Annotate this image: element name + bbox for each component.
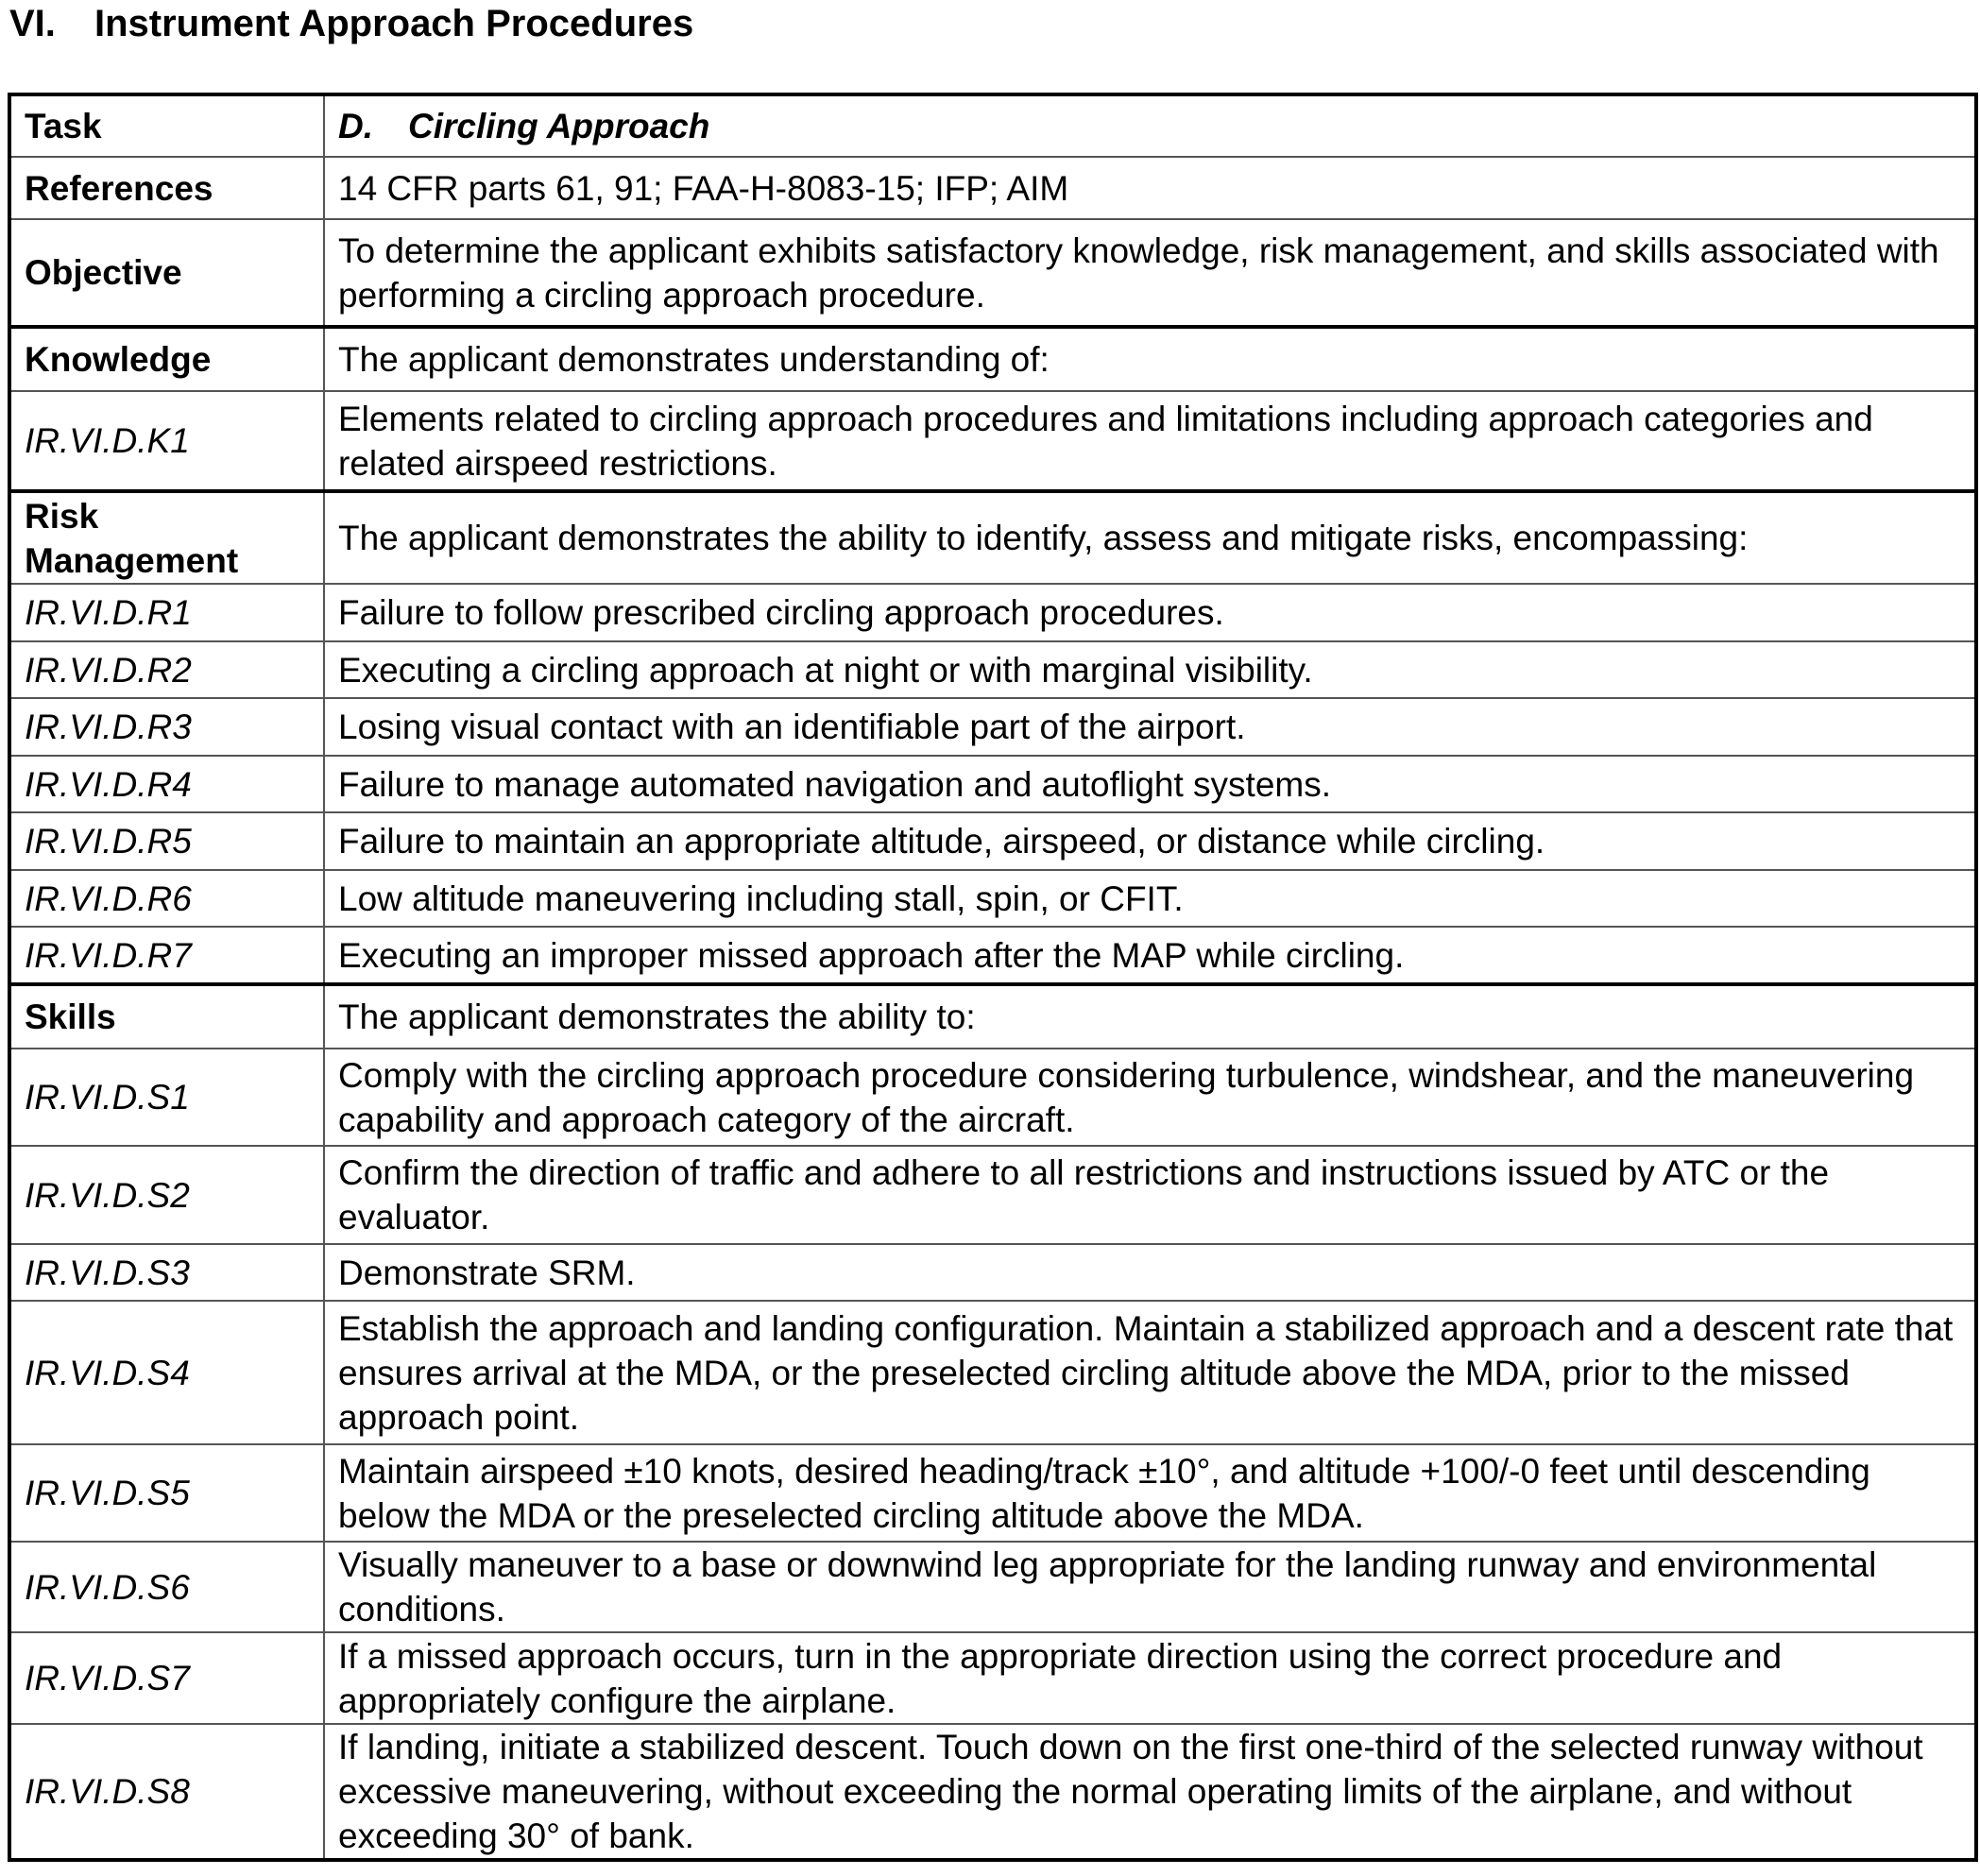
- objective-label: Objective: [9, 219, 324, 327]
- risk-intro: The applicant demonstrates the ability to identify, assess and mitigate risks, encompassing:: [324, 491, 1976, 584]
- element-text: Confirm the direction of traffic and adhere to all restrictions and instructions issued by ATC or the evaluator.: [324, 1146, 1976, 1244]
- knowledge-intro: The applicant demonstrates understanding of:: [324, 327, 1976, 391]
- element-text: If landing, initiate a stabilized descent. Touch down on the first one-third of the selected runway without excessive maneuvering, without exceeding the normal operating limits of the airplane, and without exceeding 30° of bank.: [324, 1724, 1976, 1860]
- table-row: [9, 641, 1976, 698]
- element-text: Failure to follow prescribed circling approach procedures.: [324, 584, 1976, 641]
- element-code: IR.VI.D.R3: [9, 698, 324, 756]
- element-text: Elements related to circling approach procedures and limitations including approach categories and related airspeed restrictions.: [324, 391, 1976, 491]
- element-code: IR.VI.D.S2: [9, 1146, 324, 1244]
- section-title: [9, 0, 693, 49]
- skills-header-row: [9, 984, 1976, 1049]
- skills-label: Skills: [9, 984, 324, 1049]
- references-text: 14 CFR parts 61, 91; FAA-H-8083-15; IFP; AIM: [324, 157, 1976, 219]
- table-row: [9, 927, 1976, 984]
- element-code: IR.VI.D.R1: [9, 584, 324, 641]
- element-text: Maintain airspeed ±10 knots, desired heading/track ±10°, and altitude +100/-0 feet until descending below the MDA or the preselected circling altitude above the MDA.: [324, 1444, 1976, 1542]
- table-row: [9, 1301, 1976, 1444]
- element-code: IR.VI.D.R5: [9, 812, 324, 870]
- element-code: IR.VI.D.R2: [9, 641, 324, 698]
- table-row: [9, 1244, 1976, 1301]
- table-row: [9, 1542, 1976, 1632]
- task-letter: D.: [338, 107, 373, 145]
- element-code: IR.VI.D.R4: [9, 756, 324, 812]
- element-text: Comply with the circling approach procedure considering turbulence, windshear, and the maneuvering capability and approach category of the aircraft.: [324, 1049, 1976, 1146]
- skills-intro: The applicant demonstrates the ability to:: [324, 984, 1976, 1049]
- element-text: Low altitude maneuvering including stall, spin, or CFIT.: [324, 870, 1976, 927]
- element-text: Failure to maintain an appropriate altitude, airspeed, or distance while circling.: [324, 812, 1976, 870]
- element-code: IR.VI.D.S7: [9, 1632, 324, 1724]
- references-row: [9, 157, 1976, 219]
- task-name: Circling Approach: [408, 107, 710, 145]
- objective-row: [9, 219, 1976, 327]
- risk-label: [9, 491, 324, 584]
- table-row: [9, 391, 1976, 491]
- element-code: IR.VI.D.K1: [9, 391, 324, 491]
- table-row: [9, 584, 1976, 641]
- element-code: IR.VI.D.S5: [9, 1444, 324, 1542]
- table-row: [9, 870, 1976, 927]
- element-code: IR.VI.D.S6: [9, 1542, 324, 1632]
- table-row: [9, 1632, 1976, 1724]
- task-title: [324, 94, 1976, 157]
- table-row: [9, 1724, 1976, 1860]
- table-row: [9, 812, 1976, 870]
- element-code: IR.VI.D.S8: [9, 1724, 324, 1860]
- task-row: [9, 94, 1976, 157]
- table-row: [9, 698, 1976, 756]
- table-row: [9, 1444, 1976, 1542]
- knowledge-label: Knowledge: [9, 327, 324, 391]
- table-row: [9, 1049, 1976, 1146]
- risk-label-line2: Management: [25, 540, 239, 580]
- element-text: Visually maneuver to a base or downwind leg appropriate for the landing runway and environmental conditions.: [324, 1542, 1976, 1632]
- knowledge-header-row: [9, 327, 1976, 391]
- element-code: IR.VI.D.R6: [9, 870, 324, 927]
- element-text: Losing visual contact with an identifiable part of the airport.: [324, 698, 1976, 756]
- section-name: Instrument Approach Procedures: [94, 3, 694, 44]
- element-text: Establish the approach and landing configuration. Maintain a stabilized approach and a descent rate that ensures arrival at the MDA, or the preselected circling altitude above the MDA, prior to the missed approach point.: [324, 1301, 1976, 1444]
- table-row: [9, 1146, 1976, 1244]
- section-number: VI.: [9, 3, 56, 44]
- element-code: IR.VI.D.S3: [9, 1244, 324, 1301]
- risk-label-line1: Risk: [25, 496, 99, 536]
- task-table: [8, 93, 1978, 1862]
- element-text: If a missed approach occurs, turn in the appropriate direction using the correct procedure and appropriately configure the airplane.: [324, 1632, 1976, 1724]
- element-text: Demonstrate SRM.: [324, 1244, 1976, 1301]
- table-row: [9, 756, 1976, 812]
- element-code: IR.VI.D.S4: [9, 1301, 324, 1444]
- risk-header-row: [9, 491, 1976, 584]
- task-label: Task: [9, 94, 324, 157]
- element-text: Executing an improper missed approach after the MAP while circling.: [324, 927, 1976, 984]
- element-text: Executing a circling approach at night or with marginal visibility.: [324, 641, 1976, 698]
- objective-text: To determine the applicant exhibits satisfactory knowledge, risk management, and skills associated with performing a circling approach procedure.: [324, 219, 1976, 327]
- references-label: References: [9, 157, 324, 219]
- element-code: IR.VI.D.R7: [9, 927, 324, 984]
- element-code: IR.VI.D.S1: [9, 1049, 324, 1146]
- element-text: Failure to manage automated navigation and autoflight systems.: [324, 756, 1976, 812]
